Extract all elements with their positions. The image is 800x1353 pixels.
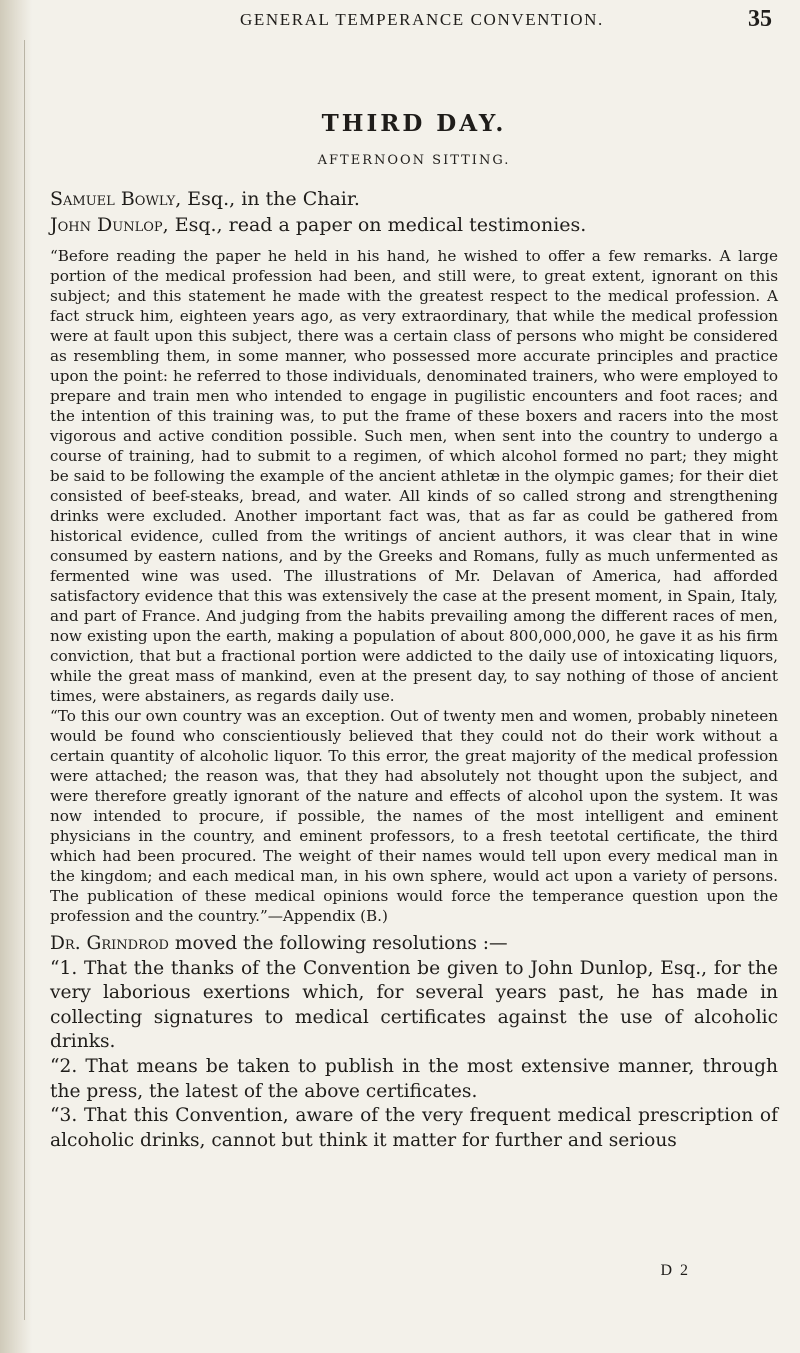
sitting-subtitle: AFTERNOON SITTING. — [317, 153, 511, 168]
report-text — [50, 246, 778, 926]
mover-name: Dr. Grindrod — [50, 933, 169, 954]
resolution-item: “2. That means be taken to publish in the most extensive manner, through the press, the latest of the above certificates. — [50, 1055, 778, 1102]
chair-line — [50, 186, 778, 212]
resolutions-intro-rest: moved the following resolutions :— — [168, 933, 508, 954]
day-title: THIRD DAY. — [321, 110, 507, 137]
paper-author: John Dunlop, — [50, 214, 169, 236]
page-number: 35 — [748, 6, 772, 32]
chair-name: Samuel Bowly, — [50, 188, 182, 210]
paper-rest: Esq., read a paper on medical testimonies. — [168, 214, 587, 236]
report-paragraph: “To this our own country was an exception. Out of twenty men and women, probably nineteen would be found who conscientiously believed that they could not do their work without a certain quantity of alcoholic liquor. To this error, the great majority of the medical profession were attached; the reason was, that they had absolutely not thought upon the subject, and were therefore greatly ignorant of the nature and effects of alcohol upon the system. It was now intended to procure, if possible, the names of the most intelligent and eminent physicians in the country, and eminent professors, to a fresh teetotal certificate, the third which had been procured. The weight of their names would tell upon every medical man in the kingdom; and each medical man, in his own sphere, would act upon a variety of persons. The publication of these medical opinions would force the temperance question upon the profession and the country.”—Appendix (B.) — [50, 707, 778, 925]
chair-rest: Esq., in the Chair. — [181, 188, 360, 210]
running-head: GENERAL TEMPERANCE CONVENTION. — [240, 10, 604, 29]
signature-mark: D 2 — [660, 1262, 690, 1279]
page-header — [240, 6, 772, 40]
resolution-item: “1. That the thanks of the Convention be given to John Dunlop, Esq., for the very laborious exertions which, for several years past, he has made in collecting signatures to medical certificates against the use of alcoholic drinks. — [50, 957, 778, 1053]
resolution-item: “3. That this Convention, aware of the very frequent medical prescription of alcoholic drinks, cannot but think it matter for further and serious — [50, 1105, 778, 1151]
paper-line — [50, 212, 778, 238]
gutter-rule — [24, 40, 25, 1320]
report-paragraph: “Before reading the paper he held in his hand, he wished to offer a few remarks. A large portion of the medical profession had been, and still were, to great extent, ignorant on this subject; and this statement he made with the greatest respect to the medical profession. A fact struck him, eighteen years ago, as very extraordinary, that while the medical profession were at fault upon this subject, there was a certain class of persons who might be considered as resembling them, in some manner, who possessed more accurate principles and practice upon the point: he referred to those individuals, denominated trainers, who were employed to prepare and train men who intended to engage in pugilistic encounters and foot races; and the intention of this training was, to put the frame of these boxers and racers into the most vigorous and active condition possible. Such men, when sent into the country to undergo a course of training, had to submit to a regimen, of which alcohol formed no part; they might be said to be following the example of the ancient athletæ in the olympic games; for their diet consisted of beef-steaks, bread, and water. All kinds of so called strong and strengthening drinks were excluded. Another important fact was, that as far as could be gathered from historical evidence, culled from the writings of ancient authors, it was clear that in wine consumed by eastern nations, and by the Greeks and Romans, fully as much unfermented as fermented wine was used. The illustrations of Mr. Delavan of America, had afforded satisfactory evidence that this was extensively the case at the present moment, in Spain, Italy, and part of France. And judging from the habits prevailing among the different races of men, now existing upon the earth, making a population of about 800,000,000, he gave it as his firm conviction, that but a fractional portion were addicted to the daily use of intoxicating liquors, while the great mass of mankind, even at the present day, to say nothing of those of ancient times, were abstainers, as regards daily use. — [50, 247, 778, 705]
resolutions-section — [50, 932, 778, 1153]
page-gutter — [0, 0, 32, 1353]
page-content — [50, 110, 778, 1153]
resolutions-intro — [50, 932, 778, 957]
